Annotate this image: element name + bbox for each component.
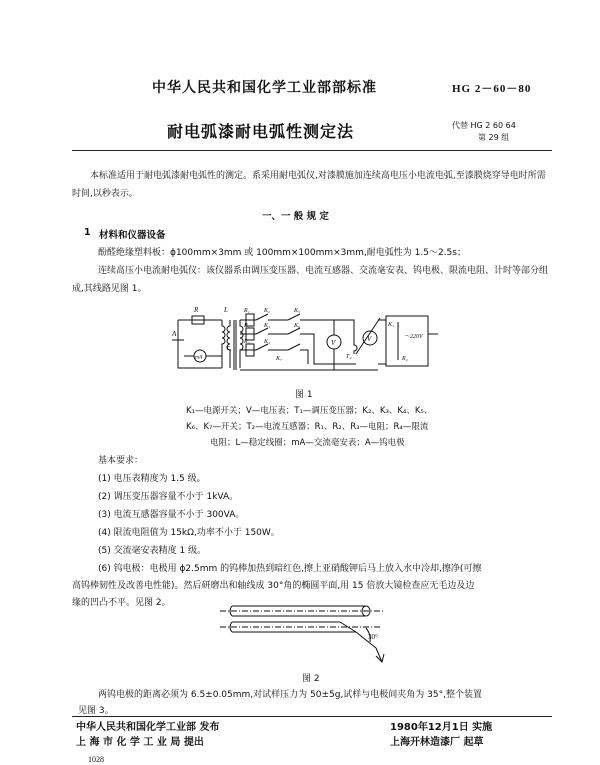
circuit-diagram	[164, 298, 454, 380]
footer-divider	[72, 716, 552, 717]
label-a: A	[172, 330, 177, 338]
label-k5: K₅	[294, 308, 301, 314]
figure1-legend-1: K₁—电源开关；V—电压表；T₁—调压变压器；K₂、K₃、K₄、K₅、	[186, 406, 433, 416]
group-note: 第 29 组	[478, 133, 510, 142]
label-ma: mA	[195, 354, 203, 361]
item-title: 材料和仪器设备	[99, 230, 166, 241]
footer-date: 1980年12月1日 实施	[390, 722, 493, 733]
electrode-diagram	[220, 592, 410, 670]
label-r1: R₁	[244, 308, 250, 314]
page-title: 耐电弧漆耐电弧性测定法	[167, 122, 355, 141]
footer-factory: 上海开林造漆厂 起草	[390, 737, 484, 748]
transformer-t2	[354, 342, 357, 354]
label-r4: R₄	[402, 356, 408, 362]
header-divider	[72, 150, 552, 151]
switches-k5-k7	[288, 314, 300, 350]
label-k1: K₁	[388, 322, 395, 328]
requirement-6-line-2: 高钨棒韧性及改善电性能)。然后研磨出和轴线成 30°角的椭圆平面,用 15 倍放大镜检查应无毛边及边	[72, 581, 475, 591]
label-t1: T₁	[226, 346, 232, 352]
requirement-6-line-1: (6) 钨电极：电极用 ϕ2.5mm 的钨棒加热到暗红色,擦上亚硝酸钾后马上放入水中冷却,擦净(可擦	[98, 564, 482, 574]
label-k2: K₂	[264, 308, 271, 314]
transformer-t1-primary	[227, 320, 230, 368]
material-line: 酚醛绝缘塑料板：ϕ100mm×3mm 或 100mm×100mm×3mm,耐电弧性为 1.5～2.5s；	[98, 248, 466, 258]
inductor-l	[222, 320, 225, 368]
closing-line-2: 见图 3。	[78, 706, 114, 716]
requirement-1: (1) 电压表精度为 1.5 级。	[98, 474, 206, 484]
label-v2: V	[367, 335, 372, 343]
requirement-3: (3) 电流互感器容量不小于 300VA。	[98, 510, 245, 520]
intro-paragraph: 本标准适用于耐电弧漆耐电弧性的测定。系采用耐电弧仪,对漆膜施加连续高电压小电流电弧,至漆膜烧穿导电时所需时间,以秒表示。	[72, 171, 546, 199]
closing-line-1: 两钨电极的距离必须为 6.5±0.05mm,对试样压力为 50±5g,试样与电极间夹角为 35°,整个装置	[98, 690, 482, 700]
requirement-6-line-3: 缘的凹凸不平。见图 2。	[72, 598, 171, 608]
replaces-note: 代替 HG 2 60 64	[452, 121, 516, 130]
angle-label: 30°	[368, 633, 378, 641]
label-v: V	[331, 339, 336, 347]
label-l: L	[224, 306, 228, 314]
figure2-caption: 图 2	[302, 674, 320, 684]
footer-drafter: 上 海 市 化 学 工 业 局 提出	[76, 737, 204, 748]
requirement-4: (4) 限流电阻值为 15kΩ,功率不小于 150W。	[98, 528, 280, 538]
standard-code: HG 2－60－80	[452, 83, 532, 95]
label-t2: T₂	[346, 354, 352, 360]
label-k6: K₆	[294, 323, 301, 329]
instrument-paragraph: 连续高压小电流耐电弧仪：该仪器系由调压变压器、电流互感器、交流毫安表、钨电极、限流电阻、计时等部分组成,其线路见图 1。	[72, 266, 549, 294]
item-number: 1	[84, 227, 91, 238]
requirements-title: 基本要求：	[98, 456, 144, 466]
label-r: R	[194, 306, 199, 314]
label-r2: R₂	[244, 323, 250, 329]
label-volt: ～220V	[404, 334, 423, 340]
org-standard-title: 中华人民共和国化学工业部部标准	[152, 80, 377, 96]
figure1-legend-3: 电阻；L—稳定线圈；mA—交流毫安表；A—钨电极	[210, 438, 405, 448]
footer-issuer: 中华人民共和国化学工业部 发布	[76, 722, 220, 733]
figure1-legend-2: K₆、K₇—开关；T₂—电流互感器；R₁、R₂、R₃—电阻；R₄—限流	[186, 422, 429, 432]
label-r3: R₃	[244, 339, 250, 345]
label-k4: K₄	[264, 339, 271, 345]
section-heading: 一、一 般 规 定	[262, 211, 329, 222]
transformer-t1-secondary	[240, 320, 243, 368]
page-number: 1028	[88, 755, 104, 764]
requirement-2: (2) 调压变压器容量不小于 1kVA。	[98, 492, 239, 502]
figure1-caption: 图 1	[295, 390, 313, 400]
requirement-5: (5) 交流毫安表精度 1 级。	[98, 546, 207, 556]
label-k3: K₃	[264, 323, 271, 329]
label-k7: K₇	[276, 356, 283, 362]
wire-left	[178, 320, 222, 368]
